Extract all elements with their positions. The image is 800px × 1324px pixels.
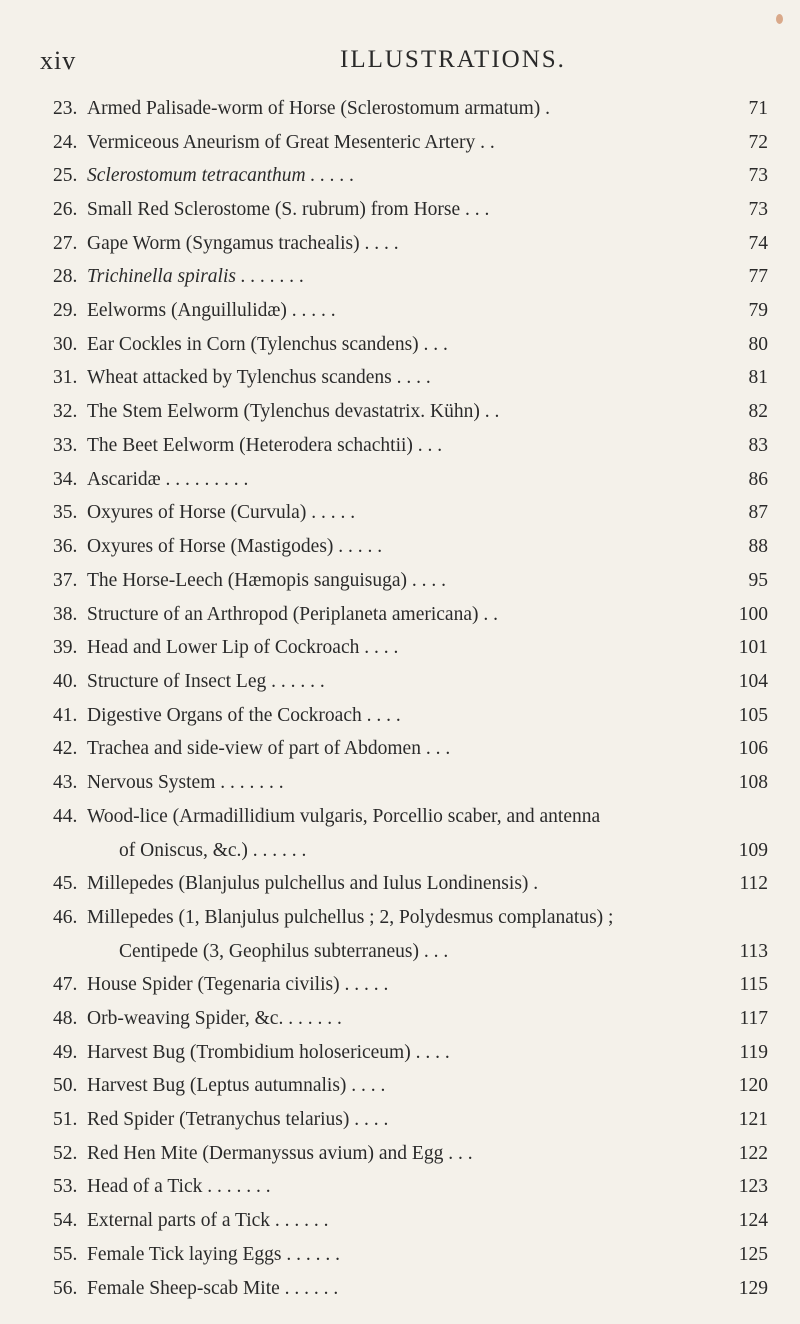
entry-number: 39. bbox=[53, 637, 78, 658]
entry-number: 41. bbox=[53, 705, 78, 726]
entry-page: 71 bbox=[748, 98, 768, 119]
list-item bbox=[53, 873, 768, 901]
list-item bbox=[53, 502, 768, 530]
entry-number: 28. bbox=[53, 266, 78, 287]
entry-page: 73 bbox=[748, 165, 768, 186]
entry-number: 27. bbox=[53, 233, 78, 254]
entry-number: 40. bbox=[53, 671, 78, 692]
entry-page: 104 bbox=[738, 671, 768, 692]
list-item bbox=[53, 1075, 768, 1103]
entry-number: 26. bbox=[53, 199, 78, 220]
entry-page: 115 bbox=[739, 974, 768, 995]
entry-number: 55. bbox=[53, 1244, 78, 1265]
entry-number: 52. bbox=[53, 1143, 78, 1164]
running-title: ILLUSTRATIONS. bbox=[340, 46, 566, 73]
entry-title: Head of a Tick . . . . . . . bbox=[87, 1176, 271, 1197]
entry-page: 73 bbox=[748, 199, 768, 220]
list-item bbox=[53, 233, 768, 261]
entry-title: Nervous System . . . . . . . bbox=[87, 772, 284, 793]
list-item bbox=[53, 604, 768, 632]
list-item bbox=[53, 469, 768, 497]
entry-number: 38. bbox=[53, 604, 78, 625]
entry-page: 105 bbox=[738, 705, 768, 726]
entry-page: 109 bbox=[738, 840, 768, 861]
entry-number: 31. bbox=[53, 367, 78, 388]
list-item bbox=[53, 1176, 768, 1204]
entry-title: Structure of an Arthropod (Periplaneta americana) . . bbox=[87, 604, 498, 625]
list-item bbox=[53, 806, 768, 834]
entry-page: 88 bbox=[748, 536, 768, 557]
entry-title: Wheat attacked by Tylenchus scandens . . . . bbox=[87, 367, 431, 388]
entry-number: 35. bbox=[53, 502, 78, 523]
entry-page: 82 bbox=[748, 401, 768, 422]
entry-title: Orb-weaving Spider, &c. . . . . . . bbox=[87, 1008, 342, 1029]
entry-page: 122 bbox=[738, 1143, 768, 1164]
list-item bbox=[53, 637, 768, 665]
list-item bbox=[53, 300, 768, 328]
entry-number: 47. bbox=[53, 974, 78, 995]
entry-title: Millepedes (Blanjulus pulchellus and Iulus Londinensis) . bbox=[87, 873, 539, 894]
list-item bbox=[53, 1042, 768, 1070]
entry-title: Vermiceous Aneurism of Great Mesenteric Artery . . bbox=[87, 132, 495, 153]
list-item bbox=[53, 401, 768, 429]
list-item bbox=[53, 974, 768, 1002]
list-item bbox=[53, 1109, 768, 1137]
entry-number: 34. bbox=[53, 469, 78, 490]
entry-page: 81 bbox=[748, 367, 768, 388]
entry-title: Small Red Sclerostome (S. rubrum) from Horse . . . bbox=[87, 199, 490, 220]
entry-title: Female Tick laying Eggs . . . . . . bbox=[87, 1244, 340, 1265]
entry-number: 23. bbox=[53, 98, 78, 119]
entry-page: 77 bbox=[748, 266, 768, 287]
entry-page: 117 bbox=[739, 1008, 768, 1029]
entry-number: 48. bbox=[53, 1008, 78, 1029]
list-item bbox=[53, 570, 768, 598]
entry-page: 121 bbox=[738, 1109, 768, 1130]
entry-title: Gape Worm (Syngamus trachealis) . . . . bbox=[87, 233, 399, 254]
entry-page: 72 bbox=[748, 132, 768, 153]
entry-title: Eelworms (Anguillulidæ) . . . . . bbox=[87, 300, 336, 321]
entry-title: Structure of Insect Leg . . . . . . bbox=[87, 671, 325, 692]
entry-number: 46. bbox=[53, 907, 78, 928]
entry-page: 125 bbox=[738, 1244, 768, 1265]
list-item-continuation bbox=[53, 941, 768, 969]
list-item bbox=[53, 772, 768, 800]
entry-number: 30. bbox=[53, 334, 78, 355]
entry-title: The Horse-Leech (Hæmopis sanguisuga) . . . . bbox=[87, 570, 447, 591]
entry-page: 123 bbox=[738, 1176, 768, 1197]
entry-title: Oxyures of Horse (Mastigodes) . . . . . bbox=[87, 536, 383, 557]
entry-title: Wood-lice (Armadillidium vulgaris, Porcellio scaber, and antenna bbox=[87, 806, 601, 827]
entry-page: 86 bbox=[748, 469, 768, 490]
entry-number: 32. bbox=[53, 401, 78, 422]
list-item bbox=[53, 199, 768, 227]
list-item bbox=[53, 1210, 768, 1238]
list-item-continuation bbox=[53, 840, 768, 868]
list-item bbox=[53, 1244, 768, 1272]
entry-title: Female Sheep-scab Mite . . . . . . bbox=[87, 1278, 339, 1299]
entry-page: 106 bbox=[738, 738, 768, 759]
entry-page: 80 bbox=[748, 334, 768, 355]
entry-title: Digestive Organs of the Cockroach . . . . bbox=[87, 705, 401, 726]
entry-page: 74 bbox=[748, 233, 768, 254]
entry-title: Millepedes (1, Blanjulus pulchellus ; 2, Polydesmus complanatus) ; bbox=[87, 907, 614, 928]
entry-title: Trachea and side-view of part of Abdomen . . . bbox=[87, 738, 451, 759]
list-item bbox=[53, 367, 768, 395]
list-item bbox=[53, 98, 768, 126]
entry-number: 45. bbox=[53, 873, 78, 894]
page-number: xiv bbox=[40, 46, 77, 75]
entry-title: Red Spider (Tetranychus telarius) . . . . bbox=[87, 1109, 389, 1130]
entry-title: Trichinella spiralis . . . . . . . bbox=[87, 266, 305, 287]
entry-number: 44. bbox=[53, 806, 78, 827]
list-item bbox=[53, 132, 768, 160]
entry-number: 36. bbox=[53, 536, 78, 557]
entry-title: Harvest Bug (Trombidium holosericeum) . . . . bbox=[87, 1042, 450, 1063]
entry-number: 50. bbox=[53, 1075, 78, 1096]
list-item bbox=[53, 907, 768, 935]
list-item bbox=[53, 536, 768, 564]
entry-title: Harvest Bug (Leptus autumnalis) . . . . bbox=[87, 1075, 386, 1096]
entry-title: Head and Lower Lip of Cockroach . . . . bbox=[87, 637, 399, 658]
entry-title: The Stem Eelworm (Tylenchus devastatrix. Kühn) . . bbox=[87, 401, 500, 422]
entry-number: 37. bbox=[53, 570, 78, 591]
entry-page: 101 bbox=[738, 637, 768, 658]
entry-page: 129 bbox=[738, 1278, 768, 1299]
entry-page: 95 bbox=[748, 570, 768, 591]
entry-page: 87 bbox=[748, 502, 768, 523]
list-item bbox=[53, 671, 768, 699]
entry-title: of Oniscus, &c.) . . . . . . bbox=[119, 840, 307, 861]
entry-number: 33. bbox=[53, 435, 78, 456]
entry-number: 54. bbox=[53, 1210, 78, 1231]
entry-title: Armed Palisade-worm of Horse (Sclerostomum armatum) . bbox=[87, 98, 551, 119]
list-item bbox=[53, 1143, 768, 1171]
page-header bbox=[40, 46, 760, 78]
list-item bbox=[53, 738, 768, 766]
entry-number: 43. bbox=[53, 772, 78, 793]
list-item bbox=[53, 266, 768, 294]
list-item bbox=[53, 334, 768, 362]
entry-title: External parts of a Tick . . . . . . bbox=[87, 1210, 329, 1231]
entry-number: 42. bbox=[53, 738, 78, 759]
entry-number: 24. bbox=[53, 132, 78, 153]
entry-number: 56. bbox=[53, 1278, 78, 1299]
entry-title: Oxyures of Horse (Curvula) . . . . . bbox=[87, 502, 356, 523]
entry-title: Red Hen Mite (Dermanyssus avium) and Egg . . . bbox=[87, 1143, 473, 1164]
entry-title: Ascaridæ . . . . . . . . . bbox=[87, 469, 249, 490]
list-item bbox=[53, 705, 768, 733]
entry-page: 113 bbox=[739, 941, 768, 962]
entry-number: 29. bbox=[53, 300, 78, 321]
entry-number: 49. bbox=[53, 1042, 78, 1063]
entry-page: 124 bbox=[738, 1210, 768, 1231]
entry-number: 51. bbox=[53, 1109, 78, 1130]
list-item bbox=[53, 1008, 768, 1036]
entry-page: 108 bbox=[738, 772, 768, 793]
entry-title: Sclerostomum tetracanthum . . . . . bbox=[87, 165, 355, 186]
ink-spot bbox=[776, 14, 783, 24]
list-item bbox=[53, 165, 768, 193]
entry-number: 25. bbox=[53, 165, 78, 186]
entry-page: 112 bbox=[739, 873, 768, 894]
list-item bbox=[53, 1278, 768, 1306]
entry-page: 83 bbox=[748, 435, 768, 456]
entry-title: House Spider (Tegenaria civilis) . . . . . bbox=[87, 974, 389, 995]
entry-title: The Beet Eelworm (Heterodera schachtii) . . . bbox=[87, 435, 443, 456]
list-item bbox=[53, 435, 768, 463]
entry-page: 120 bbox=[738, 1075, 768, 1096]
entry-title: Centipede (3, Geophilus subterraneus) . . . bbox=[119, 941, 449, 962]
entry-title: Ear Cockles in Corn (Tylenchus scandens) . . . bbox=[87, 334, 448, 355]
entry-page: 79 bbox=[748, 300, 768, 321]
entry-page: 119 bbox=[739, 1042, 768, 1063]
entry-page: 100 bbox=[738, 604, 768, 625]
entry-number: 53. bbox=[53, 1176, 78, 1197]
